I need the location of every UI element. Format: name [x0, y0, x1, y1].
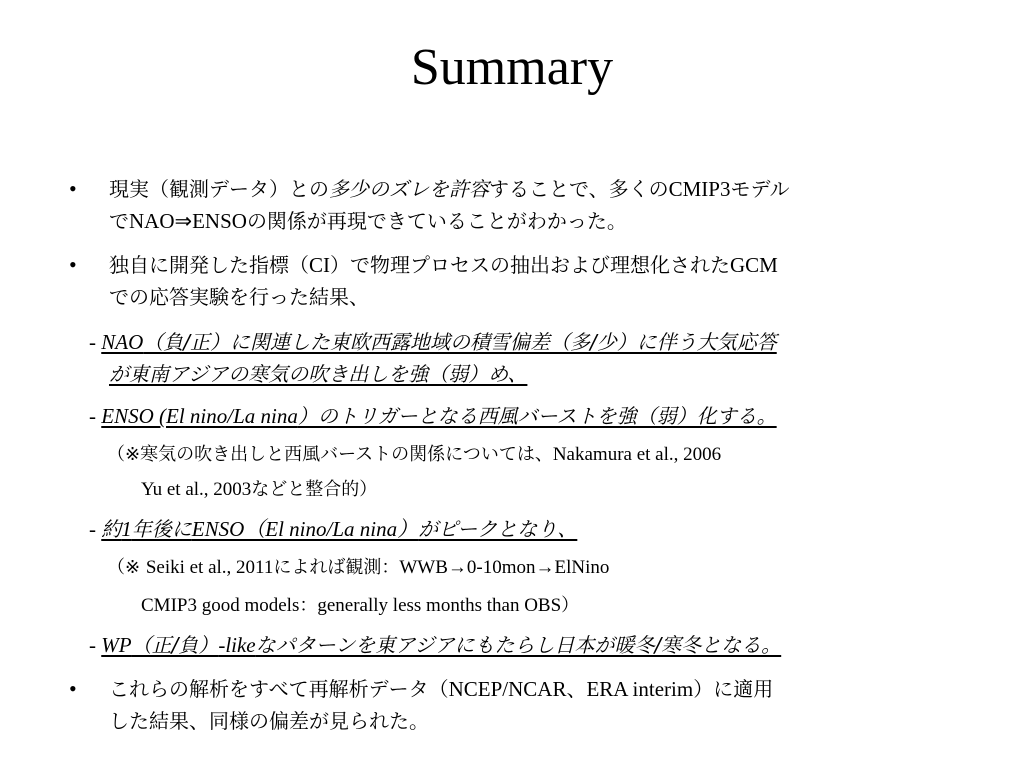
- slide-title: Summary: [410, 39, 614, 96]
- bullet-marker: •: [69, 252, 77, 277]
- note-1-line-1: （※寒気の吹き出しと西風バーストの関係については、Nakamura et al., 2006: [107, 444, 722, 465]
- sub-item-1-line-1: - NAO（負/正）に関連した東欧西露地域の積雪偏差（多/少）に伴う大気応答: [89, 330, 777, 354]
- note-1-line-2: Yu et al., 2003などと整合的）: [141, 479, 378, 500]
- sub-item-1-line-2: が東南アジアの寒気の吹き出しを強（弱）め、: [109, 362, 528, 386]
- bullet-marker: •: [69, 676, 77, 701]
- note-2-line-2: CMIP3 good models：generally less months than OBS）: [141, 595, 580, 616]
- bullet-1-line-2: でNAO⇒ENSOの関係が再現できていることがわかった。: [109, 209, 627, 233]
- bullet-2-line-2: での応答実験を行った結果、: [109, 285, 369, 309]
- bullet-3-line-1: これらの解析をすべて再解析データ（NCEP/NCAR、ERA interim）に適用: [109, 677, 774, 701]
- bullet-2-line-1: 独自に開発した指標（CI）で物理プロセスの抽出および理想化されたGCM: [109, 253, 778, 277]
- bullet-3-line-2: した結果、同様の偏差が見られた。: [109, 709, 429, 733]
- sub-item-2: - ENSO (El nino/La nina）のトリガーとなる西風バーストを強（弱）化する。: [89, 404, 777, 428]
- bullet-marker: •: [69, 176, 77, 201]
- bullet-1-line-1: 現実（観測データ）との多少のズレを許容することで、多くのCMIP3モデル: [109, 177, 790, 201]
- sub-item-3: - 約1年後にENSO（El nino/La nina）がピークとなり、: [89, 517, 578, 541]
- note-2-line-1: （※ Seiki et al., 2011によれば観測：WWB→0-10mon→ElNino: [107, 557, 610, 578]
- sub-item-4: - WP（正/負）-likeなパターンを東アジアにもたらし日本が暖冬/寒冬となる。: [89, 633, 782, 657]
